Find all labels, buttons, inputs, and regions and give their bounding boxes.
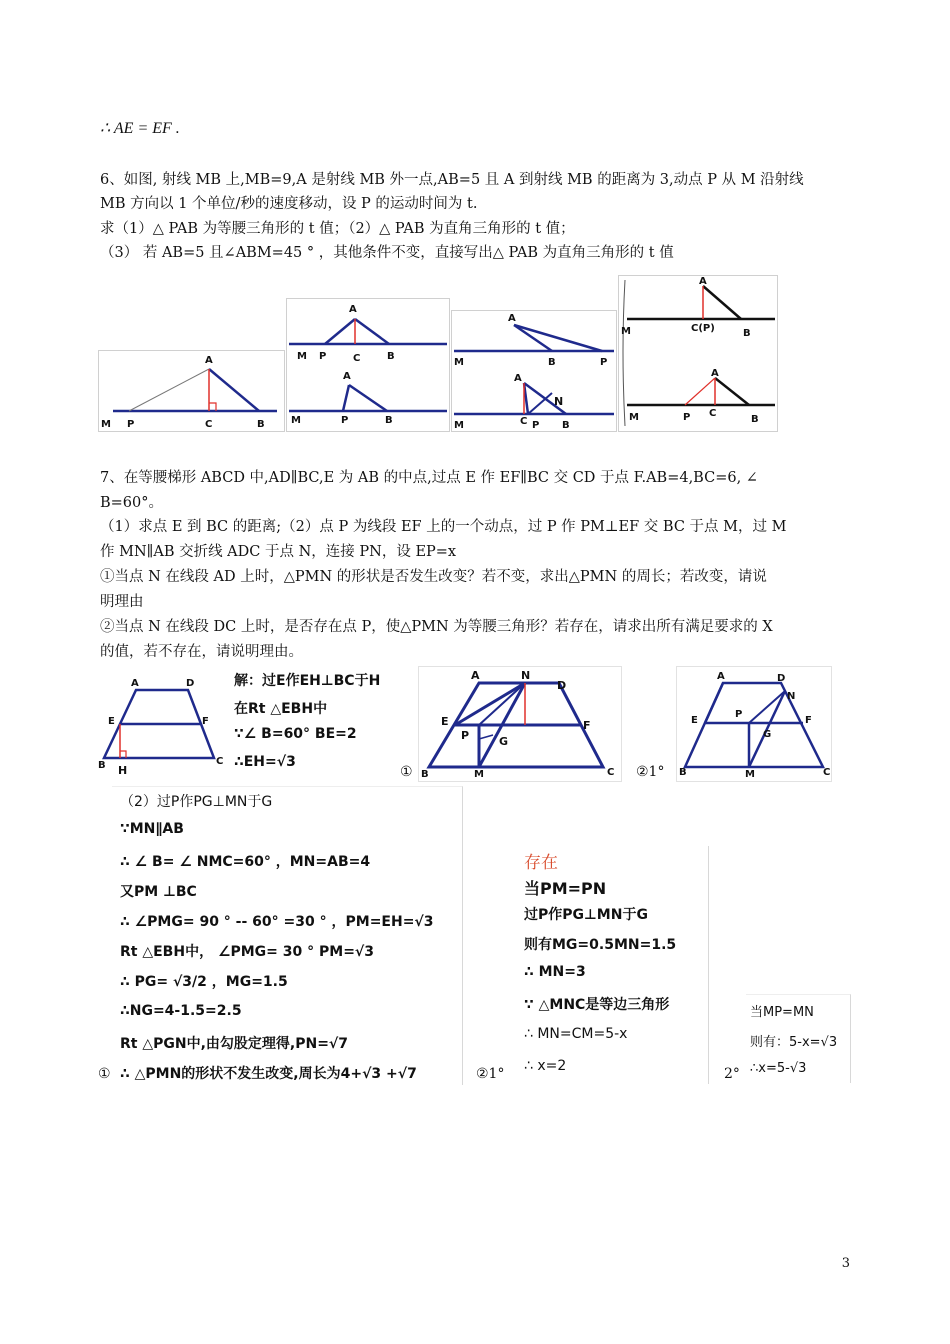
q7-line4: 作 MN∥AB 交折线 ADC 于点 N，连接 PN，设 EP=x <box>100 544 457 560</box>
fig2a-label-m: M <box>297 351 307 362</box>
fig4b-label-m: M <box>629 412 639 423</box>
top-conclusion: ∴ AE = EF . <box>100 120 180 137</box>
figb-label-m: M <box>474 769 484 780</box>
figc-label-m: M <box>745 769 755 780</box>
sol3-line7: ∴ x=2 <box>524 1058 567 1074</box>
fig1-label-c: C <box>205 419 213 430</box>
fig4a-label-b: B <box>743 328 751 339</box>
mark-circle-1: ① <box>400 764 413 780</box>
sol3-line5: ∵ △MNC是等边三角形 <box>524 997 670 1013</box>
figa-label-b: B <box>98 760 106 771</box>
figc-label-p: P <box>735 709 743 720</box>
fig3a-label-a: A <box>508 313 516 324</box>
figb-label-e: E <box>441 715 449 728</box>
fig2b-label-a: A <box>343 371 351 382</box>
fig3a-label-p: P <box>600 357 608 368</box>
figc-label-n: N <box>787 691 796 702</box>
figc-label-c: C <box>823 767 831 778</box>
q6-figure-4 <box>618 275 778 432</box>
fig3b-label-a: A <box>514 373 522 384</box>
fig4b-label-p: P <box>683 412 691 423</box>
figb-label-p: P <box>461 729 470 742</box>
q7-figure-case1 <box>418 666 622 782</box>
sol1-line1: 解：过E作EH⊥BC于H <box>234 673 381 689</box>
q6-line1: 6、如图, 射线 MB 上,MB=9,A 是射线 MB 外一点,AB=5 且 A 到射线 MB 的距离为 3,动点 P 从 M 沿射线 <box>100 172 804 188</box>
fig2a-label-p: P <box>319 351 327 362</box>
q7-figure-trapezoid-eh <box>98 668 228 778</box>
mark-case-2-1b: ②1° <box>476 1066 505 1082</box>
sol2-line5: ∴ ∠PMG= 90 ° -- 60° =30 ° ，PM=EH=√3 <box>120 914 434 930</box>
figc-label-b: B <box>679 767 687 778</box>
sol2-line7: ∴ PG= √3/2 ，MG=1.5 <box>120 974 288 990</box>
sol4-line1: 当MP=MN <box>750 1005 814 1020</box>
fig1-label-b: B <box>257 419 265 430</box>
sol4-line3: ∴x=5-√3 <box>750 1061 807 1076</box>
fig1-label-m: M <box>101 419 111 430</box>
mark-circle-1b: ① <box>98 1066 111 1082</box>
q7-figure-case2 <box>676 666 832 782</box>
fig2a-label-b: B <box>387 351 395 362</box>
sol2-line9: Rt △PGN中,由勾股定理得,PN=√7 <box>120 1036 349 1052</box>
mark-case-2-1: ②1° <box>636 764 665 780</box>
sol4-line2: 则有：5-x=√3 <box>750 1035 838 1050</box>
q6-line4: （3） 若 AB=5 且∠ABM=45 ° ，其他条件不变，直接写出△ PAB 为直角三角形的 t 值 <box>100 245 674 261</box>
fig4a-label-m: M <box>621 326 631 337</box>
sol2-line4: 又PM ⊥BC <box>120 884 197 900</box>
q7-line6: 明理由 <box>100 594 144 610</box>
figa-label-d: D <box>186 678 195 689</box>
fig3b-label-p: P <box>532 420 540 431</box>
fig4a-label-a: A <box>699 276 707 287</box>
fig3b-label-c: C <box>520 416 528 427</box>
q6-figure-3 <box>451 310 617 432</box>
solution-part3 <box>516 846 709 1084</box>
fig3a-label-b: B <box>548 357 556 368</box>
fig3b-label-b: B <box>562 420 570 431</box>
sol3-line3: 则有MG=0.5MN=1.5 <box>524 937 677 953</box>
figa-label-e: E <box>108 716 115 727</box>
solution-part1 <box>226 668 404 780</box>
solution-part4 <box>746 994 851 1083</box>
solution-part2 <box>112 786 463 1085</box>
figc-label-d: D <box>777 673 786 684</box>
sol2-line8: ∴NG=4-1.5=2.5 <box>120 1003 242 1019</box>
fig2a-label-c: C <box>353 353 361 364</box>
fig4b-label-a: A <box>711 368 719 379</box>
figb-label-g: G <box>499 735 509 748</box>
q7-line7: ②当点 N 在线段 DC 上时，是否存在点 P，使△PMN 为等腰三角形？若存在，请求出所有满足要求的 X <box>100 619 773 635</box>
figc-label-g: G <box>763 729 772 740</box>
sol3-line6: ∴ MN=CM=5-x <box>524 1026 628 1042</box>
figb-label-b: B <box>421 769 429 780</box>
fig4b-label-c: C <box>709 408 717 419</box>
fig2b-label-p: P <box>341 415 349 426</box>
figa-label-a: A <box>131 678 139 689</box>
figc-label-a: A <box>717 671 725 682</box>
fig3b-label-m: M <box>454 420 464 431</box>
q6-figure-1 <box>98 350 285 432</box>
sol1-line4: ∴EH=√3 <box>234 754 296 770</box>
figc-label-f: F <box>805 715 812 726</box>
figa-label-h: H <box>118 764 128 777</box>
q6-figure-2 <box>286 298 450 432</box>
sol3-line4: ∴ MN=3 <box>524 964 586 980</box>
fig2b-label-b: B <box>385 415 393 426</box>
fig2a-label-a: A <box>349 304 357 315</box>
sol2-line3: ∴ ∠ B= ∠ NMC=60° ，MN=AB=4 <box>120 854 371 870</box>
figb-label-a: A <box>471 669 480 682</box>
q7-line8: 的值，若不存在，请说明理由。 <box>100 644 303 660</box>
fig4b-label-b: B <box>751 414 759 425</box>
figc-label-e: E <box>691 715 698 726</box>
fig1-label-a: A <box>205 355 213 366</box>
fig2b-label-m: M <box>291 415 301 426</box>
sol2-line10: ∴ △PMN的形状不发生改变,周长为4+√3 +√7 <box>120 1066 417 1082</box>
figb-label-c: C <box>607 767 615 778</box>
sol1-line3: ∵∠ B=60° BE=2 <box>234 726 357 742</box>
fig4a-label-cp: C(P) <box>691 323 715 334</box>
sol3-line2: 过P作PG⊥MN于G <box>524 907 648 923</box>
figb-label-n: N <box>521 669 531 682</box>
mark-case-2: 2° <box>724 1066 740 1082</box>
q7-line5: ①当点 N 在线段 AD 上时，△PMN 的形状是否发生改变？若不变，求出△PMN 的周长；若改变，请说 <box>100 569 767 585</box>
fig1-label-p: P <box>127 419 135 430</box>
sol3-line1: 当PM=PN <box>524 879 607 898</box>
q6-line3: 求（1）△ PAB 为等腰三角形的 t 值；（2）△ PAB 为直角三角形的 t 值； <box>100 221 575 237</box>
q7-line3: （1）求点 E 到 BC 的距离;（2）点 P 为线段 EF 上的一个动点，过 P 作 PM⊥EF 交 BC 于点 M，过 M <box>100 519 787 535</box>
figa-label-f: F <box>202 716 209 727</box>
q7-line2: B=60°。 <box>100 495 164 511</box>
fig3b-label-n: N <box>554 395 564 408</box>
sol2-line6: Rt △EBH中， ∠PMG= 30 ° PM=√3 <box>120 944 375 960</box>
sol2-line2: ∵MN∥AB <box>120 821 184 837</box>
q6-line2: MB 方向以 1 个单位/秒的速度移动，设 P 的运动时间为 t. <box>100 196 478 212</box>
q7-line1: 7、在等腰梯形 ABCD 中,AD∥BC,E 为 AB 的中点,过点 E 作 EF∥BC 交 CD 于点 F.AB=4,BC=6, ∠ <box>100 470 758 486</box>
sol3-line0: 存在 <box>524 853 558 873</box>
figb-label-d: D <box>557 679 567 692</box>
page-number: 3 <box>841 1256 850 1271</box>
figb-label-f: F <box>583 719 591 732</box>
sol1-line2: 在Rt △EBH中 <box>234 701 328 717</box>
figa-label-c: C <box>216 756 224 767</box>
sol2-line1: （2）过P作PG⊥MN于G <box>120 794 273 810</box>
fig3a-label-m: M <box>454 357 464 368</box>
